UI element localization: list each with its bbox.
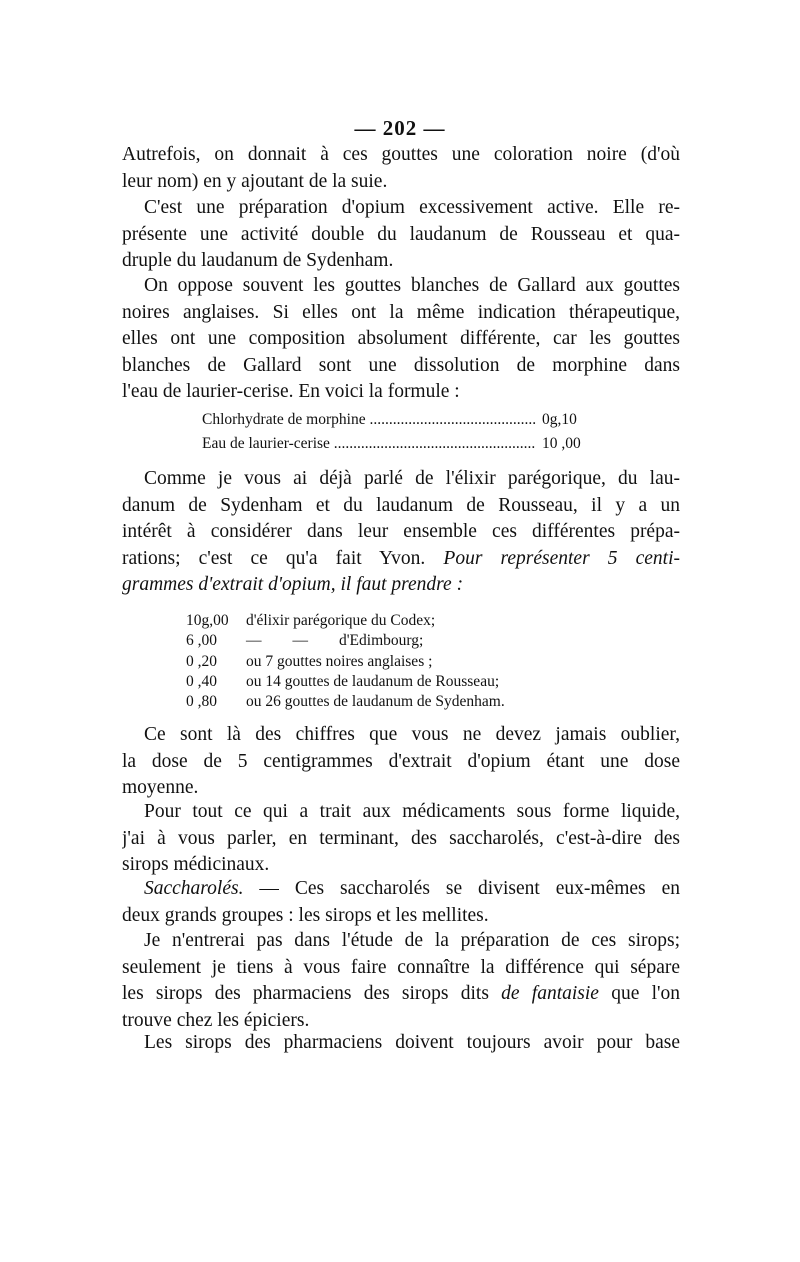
text-line: [122, 876, 680, 903]
italic-text: Saccharolés.: [144, 878, 244, 899]
italic-text: de fantaisie: [501, 983, 599, 1004]
formula-ingredient: Eau de laurier-cerise .....: [202, 432, 536, 456]
text-line: intérêt à considérer dans leur ensemble ces différentes prépa-: [122, 521, 680, 542]
page-number: — 202 —: [354, 116, 446, 140]
text-line: Pour tout ce qui a trait aux médicaments sous forme liquide,: [144, 801, 680, 822]
formula-ingredient: Chlorhydrate de morphine .....: [202, 408, 536, 432]
paragraph-6: [122, 799, 680, 879]
paragraph-5: [122, 722, 680, 802]
formula-row: [202, 432, 602, 456]
dosage-row: [186, 672, 646, 692]
text-line: Autrefois, on donnait à ces gouttes une coloration noire (d'où: [122, 144, 680, 165]
dosage-row: [186, 652, 646, 672]
dosage-text: — — d'Edimbourg;: [246, 632, 424, 650]
text-line: elles ont une composition absolument différente, car les gouttes: [122, 328, 680, 349]
dosage-quantity: 6 ,00: [186, 632, 217, 650]
dosage-quantity: 0 ,80: [186, 693, 217, 711]
text-line: sirops médicinaux.: [122, 854, 270, 875]
text-line: Comme je vous ai déjà parlé de l'élixir parégorique, du lau-: [144, 468, 680, 489]
text-segment: les sirops des pharmaciens des sirops dits: [122, 983, 489, 1004]
text-line: deux grands groupes : les sirops et les mellites.: [122, 904, 489, 926]
formula-table: [202, 408, 602, 456]
text-line: Je n'entrerai pas dans l'étude de la préparation de ces sirops;: [144, 930, 680, 951]
text-line: noires anglaises. Si elles ont la même indication thérapeutique,: [122, 301, 680, 323]
text-line: leur nom) en y ajoutant de la suie.: [122, 170, 388, 192]
formula-amount: 10 ,00: [542, 435, 581, 452]
dosage-text: ou 26 gouttes de laudanum de Sydenham.: [246, 693, 505, 711]
text-line: danum de Sydenham et du laudanum de Rousseau, il y a un: [122, 494, 680, 516]
text-segment: que l'on: [598, 983, 680, 1004]
text-line: druple du laudanum de Sydenham.: [122, 250, 394, 271]
italic-text: Pour représenter 5 centi-: [443, 547, 680, 569]
dosage-quantity: 10g,00: [186, 612, 229, 629]
dosage-row: [186, 631, 646, 651]
paragraph-7: [122, 876, 680, 929]
text-segment: — Ces saccharolés se divisent eux-mêmes en: [243, 878, 680, 899]
text-segment: rations; c'est ce qu'a fait Yvon.: [122, 547, 426, 569]
text-line: moyenne.: [122, 777, 199, 798]
dosage-row: [186, 611, 646, 631]
dosage-text: d'élixir parégorique du Codex;: [246, 612, 436, 629]
text-line: j'ai à vous parler, en terminant, des saccharolés, c'est-à-dire des: [122, 827, 680, 849]
formula-row: [202, 408, 602, 432]
paragraph-3: [122, 273, 680, 406]
dosage-text: ou 14 gouttes de laudanum de Rousseau;: [246, 672, 500, 690]
text-line: [122, 981, 680, 1008]
dosage-row: [186, 692, 646, 712]
text-line: On oppose souvent les gouttes blanches de Gallard aux gouttes: [144, 275, 680, 296]
italic-text: grammes d'extrait d'opium, il faut prendre :: [122, 574, 464, 595]
text-line: blanches de Gallard sont une dissolution de morphine dans: [122, 354, 680, 376]
paragraph-2: [122, 195, 680, 275]
text-line: [122, 546, 680, 573]
dosage-quantity: 0 ,40: [186, 672, 217, 690]
text-line: Les sirops des pharmaciens doivent toujours avoir pour base: [144, 1032, 680, 1053]
text-line: l'eau de laurier-cerise. En voici la formule :: [122, 381, 460, 402]
text-line: trouve chez les épiciers.: [122, 1009, 310, 1031]
dosage-quantity: 0 ,20: [186, 652, 217, 670]
paragraph-8: [122, 928, 680, 1034]
paragraph-9: [122, 1030, 680, 1057]
dosage-text: ou 7 gouttes noires anglaises ;: [246, 652, 433, 670]
dosage-list: [186, 611, 646, 712]
text-line: présente une activité double du laudanum de Rousseau et qua-: [122, 223, 680, 245]
text-line: Ce sont là des chiffres que vous ne devez jamais oublier,: [144, 724, 680, 745]
text-line: la dose de 5 centigrammes d'extrait d'opium étant une dose: [122, 750, 680, 772]
paragraph-1: [122, 142, 680, 195]
formula-amount: 0g,10: [542, 411, 577, 428]
text-line: C'est une préparation d'opium excessivement active. Elle re-: [144, 197, 680, 218]
paragraph-4: [122, 466, 680, 599]
text-line: seulement je tiens à vous faire connaître la différence qui sépare: [122, 956, 680, 978]
